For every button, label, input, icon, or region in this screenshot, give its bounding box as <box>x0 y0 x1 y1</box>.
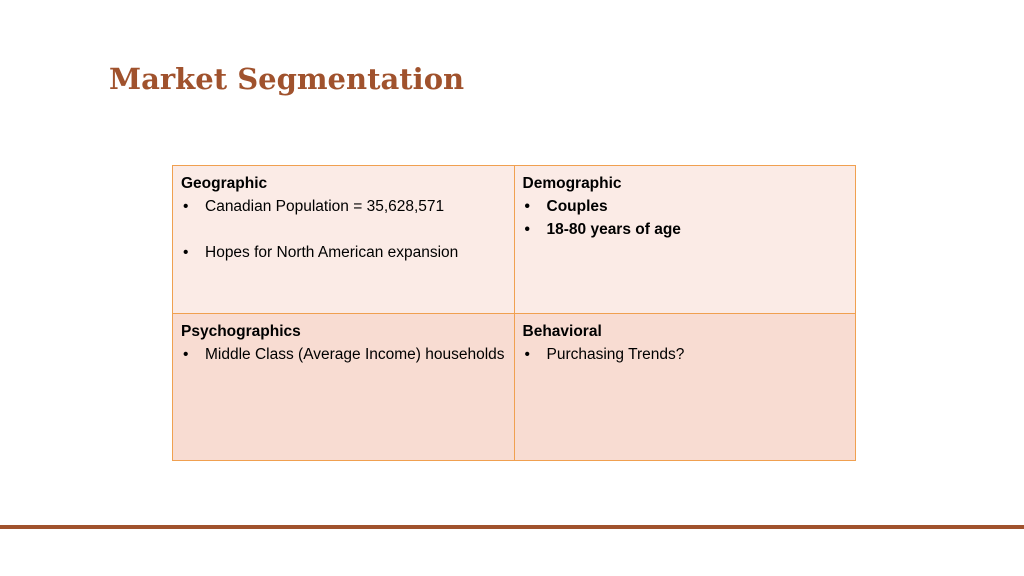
psychographics-cell <box>173 313 515 461</box>
behavioral-cell <box>514 313 856 461</box>
segmentation-table <box>172 165 856 461</box>
psychographics-heading: Psychographics <box>181 322 301 340</box>
list-item: • Canadian Population = 35,628,571 <box>181 195 506 218</box>
slide-title: Market Segmentation <box>109 62 465 96</box>
footer-rule <box>0 525 1024 529</box>
list-item: • Hopes for North American expansion <box>181 241 506 264</box>
psychographics-list <box>181 343 506 366</box>
table-row <box>173 166 856 314</box>
table-row <box>173 313 856 461</box>
behavioral-heading: Behavioral <box>522 322 602 340</box>
geographic-list <box>181 195 506 264</box>
geographic-heading: Geographic <box>181 175 268 192</box>
demographic-heading: Demographic <box>522 175 622 192</box>
geographic-cell <box>173 166 515 314</box>
list-item: • 18-80 years of age <box>523 218 848 241</box>
list-item: • Couples <box>523 195 848 218</box>
behavioral-list <box>523 343 848 366</box>
list-item: • Middle Class (Average Income) households <box>181 343 506 366</box>
demographic-list <box>523 195 848 241</box>
demographic-cell <box>514 166 856 314</box>
list-item: • Purchasing Trends? <box>523 343 848 366</box>
